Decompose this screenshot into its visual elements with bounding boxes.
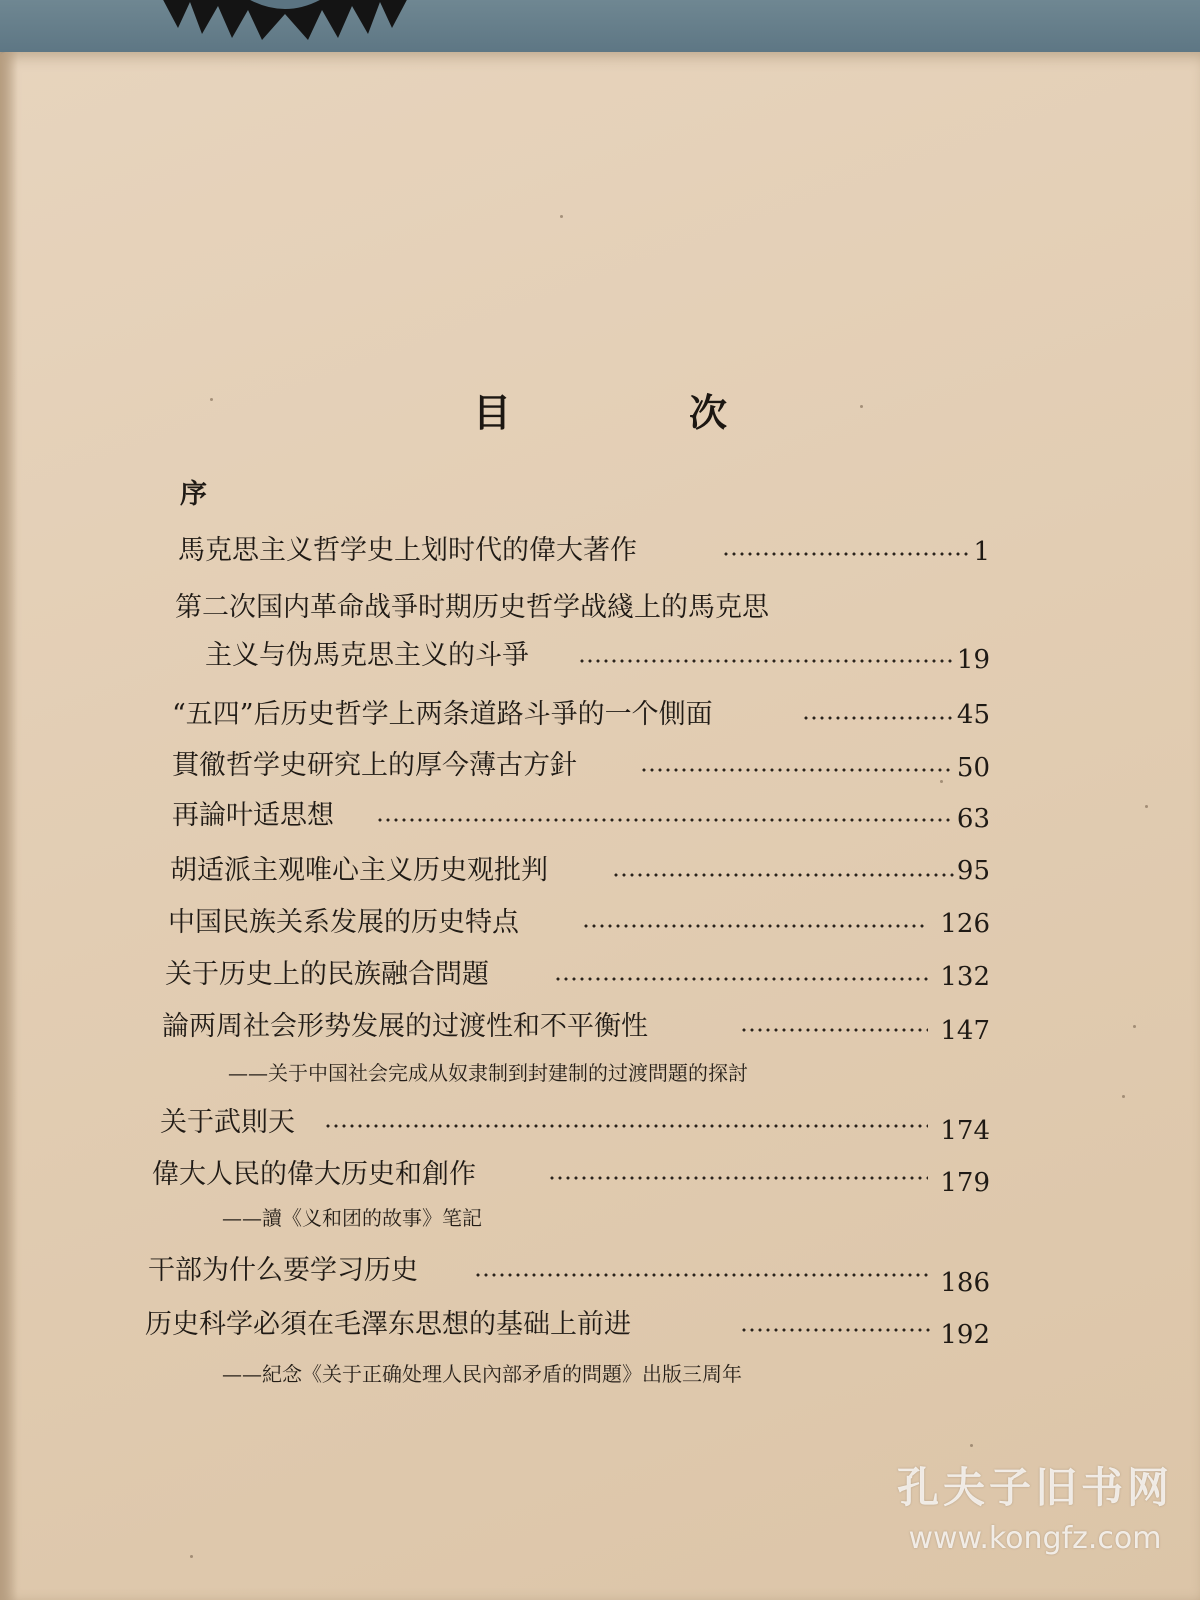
toc-entry-page: 147 (940, 1016, 990, 1046)
toc-leader-dots (376, 818, 954, 822)
toc-entry-title: 关于武則天 (160, 1107, 295, 1138)
toc-entry-title: 第二次国内革命战爭时期历史哲学战綫上的馬克思 (175, 592, 769, 623)
toc-entry-title: 关于历史上的民族融合問題 (165, 959, 489, 990)
toc-entry-page: 63 (956, 804, 990, 834)
toc-entry-subtitle: ——关于中国社会完成从奴隶制到封建制的过渡問題的探討 (228, 1061, 748, 1085)
watermark-url: www.kongfz.com (908, 1521, 1162, 1556)
watermark-name: 孔夫子旧书网 (896, 1463, 1173, 1512)
toc-leader-dots (582, 924, 928, 928)
toc-entry-page: 126 (940, 909, 990, 939)
toc-leader-dots (324, 1124, 928, 1128)
toc-entry-page: 50 (956, 753, 990, 783)
toc-entry-page: 186 (940, 1268, 990, 1298)
toc-entry-title-continued: 主义与伪馬克思主义的斗爭 (205, 640, 529, 671)
toc-entry-title: 論两周社会形势发展的过渡性和不平衡性 (162, 1011, 648, 1042)
toc-entry-title: “五四”后历史哲学上两条道路斗爭的一个側面 (172, 699, 713, 730)
toc-entry-title: 干部为什么要学习历史 (148, 1255, 418, 1286)
toc-entry-subtitle: ——紀念《关于正确处理人民內部矛盾的問題》出版三周年 (222, 1362, 742, 1386)
toc-entry-title: 历史科学必須在毛澤东思想的基础上前进 (145, 1309, 631, 1340)
toc-entry-page: 179 (940, 1168, 990, 1198)
toc-entry-title: 再論叶适思想 (172, 800, 334, 831)
toc-entry-title: 馬克思主义哲学史上划时代的偉大著作 (178, 535, 637, 566)
toc-leader-dots (640, 768, 954, 772)
toc-leader-dots (474, 1273, 928, 1277)
toc-preface: 序 (180, 479, 207, 510)
page-edge-shadow (0, 52, 18, 1600)
toc-leader-dots (740, 1028, 928, 1032)
toc-entry-page: 95 (956, 856, 990, 886)
toc-leader-dots (612, 873, 954, 877)
toc-entry-page: 19 (956, 645, 990, 675)
toc-entry-title: 貫徹哲学史研究上的厚今薄古方針 (172, 750, 577, 781)
toc-leader-dots (554, 977, 928, 981)
sun-emblem-icon (150, 0, 420, 56)
toc-title: 目 次 (472, 390, 797, 435)
toc-entry-page: 192 (940, 1320, 990, 1350)
watermark (890, 1455, 1180, 1556)
toc-entry-title: 胡适派主观唯心主义历史观批判 (170, 855, 548, 886)
toc-entry-page: 174 (940, 1116, 990, 1146)
toc-leader-dots (578, 659, 956, 663)
toc-entry-title: 中国民族关系发展的历史特点 (168, 907, 519, 938)
toc-entry-page: 1 (973, 537, 990, 567)
toc-entry-page: 45 (956, 700, 990, 730)
toc-entry-title: 偉大人民的偉大历史和創作 (152, 1159, 476, 1190)
toc-entry-page: 132 (940, 962, 990, 992)
toc-leader-dots (740, 1328, 930, 1332)
toc-leader-dots (548, 1176, 928, 1180)
toc-entry-subtitle: ——讀《义和团的故事》笔記 (222, 1206, 482, 1230)
